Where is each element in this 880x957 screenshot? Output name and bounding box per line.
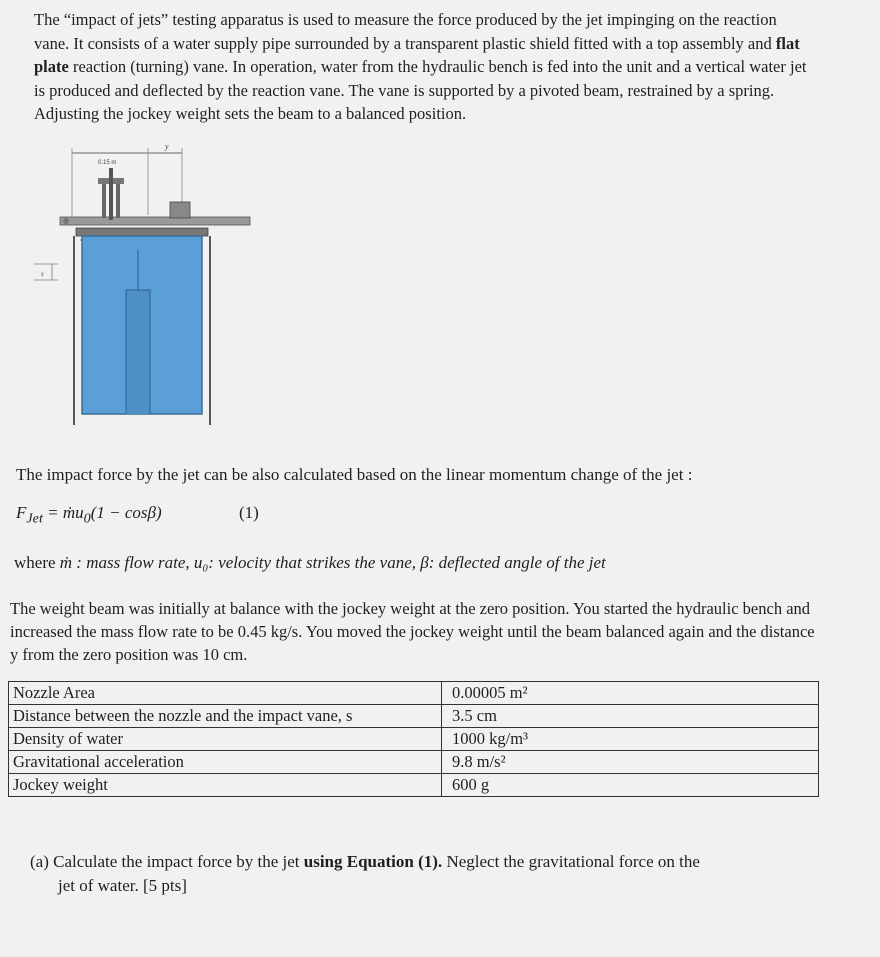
table-cell-label: Nozzle Area — [9, 682, 442, 705]
jockey-weight — [170, 202, 190, 218]
intro-paragraph — [34, 8, 814, 126]
table-cell-value: 0.00005 m² — [442, 682, 819, 705]
question-line1-tail: Neglect the gravitational force on the — [442, 852, 700, 871]
supply-pipe — [126, 290, 150, 414]
table-row — [9, 774, 819, 797]
weight-beam-text: The weight beam was initially at balance with the jockey weight at the zero position. You started the hydraulic bench and increased the mass flow rate to be 0.45 kg/s. You moved the jockey weight until the beam balanced again and the distance y from the zero position was 10 cm. — [10, 599, 815, 664]
eq-lhs: F — [16, 503, 27, 522]
intro-text-2: reaction (turning) vane. In operation, water from the hydraulic bench is fed into the unit and a vertical water jet is produced and deflected by the reaction vane. The vane is supported by a pivoted beam, restrained by a spring. Adjusting the jockey weight sets the beam to a balanced position. — [34, 57, 807, 123]
spring-rod — [109, 168, 113, 220]
table-row — [9, 682, 819, 705]
question-bold: using Equation (1). — [303, 852, 443, 871]
table-cell-value: 1000 kg/m³ — [442, 728, 819, 751]
table-cell-label: Distance between the nozzle and the impact vane, s — [9, 705, 442, 728]
table-row — [9, 728, 819, 751]
eq-rhs-tail: (1 − cosβ) — [90, 503, 162, 522]
where-definitions — [14, 553, 606, 573]
impact-force-text: The impact force by the jet can be also calculated based on the linear momentum change of the jet : — [16, 465, 693, 484]
top-plate — [76, 228, 208, 236]
equation-1 — [16, 503, 259, 527]
parameters-table — [8, 681, 819, 797]
question-line-1 — [30, 850, 810, 874]
eq-lhs-sub: Jet — [26, 510, 43, 527]
equation-number: (1) — [239, 503, 259, 522]
intro-bold-flat-plate: flat plate — [34, 33, 800, 76]
table-cell-value: 600 g — [442, 774, 819, 797]
table-cell-label: Density of water — [9, 728, 442, 751]
where-body: ṁ : mass flow rate, u₀: velocity that strikes the vane, β: deflected angle of the jet — [59, 553, 606, 572]
dim-label-s: s — [41, 270, 44, 278]
question-prefix: (a) Calculate the impact force by the jet — [30, 852, 304, 871]
pivot-icon — [63, 218, 69, 224]
dim-label-015: 0.15 m — [98, 160, 117, 166]
table-cell-label: Gravitational acceleration — [9, 751, 442, 774]
dim-label-y: y — [165, 142, 169, 151]
question-a — [30, 850, 810, 898]
intro-text-1: The “impact of jets” testing apparatus is used to measure the force produced by the jet impinging on the reaction vane. It consists of a water supply pipe surrounded by a transparent plastic shield fitted with a top assembly and — [34, 10, 777, 53]
pivoted-beam — [60, 217, 250, 225]
where-prefix: where — [14, 553, 60, 572]
apparatus-figure — [30, 140, 260, 430]
eq-rhs-sub: 0 — [83, 510, 91, 527]
eq-rhs: = ṁu — [42, 503, 84, 522]
table-cell-label: Jockey weight — [9, 774, 442, 797]
table-row — [9, 751, 819, 774]
apparatus-diagram — [30, 140, 260, 430]
table-row — [9, 705, 819, 728]
question-line-2: jet of water. [5 pts] — [58, 876, 187, 895]
table-cell-value: 3.5 cm — [442, 705, 819, 728]
table-cell-value: 9.8 m/s² — [442, 751, 819, 774]
